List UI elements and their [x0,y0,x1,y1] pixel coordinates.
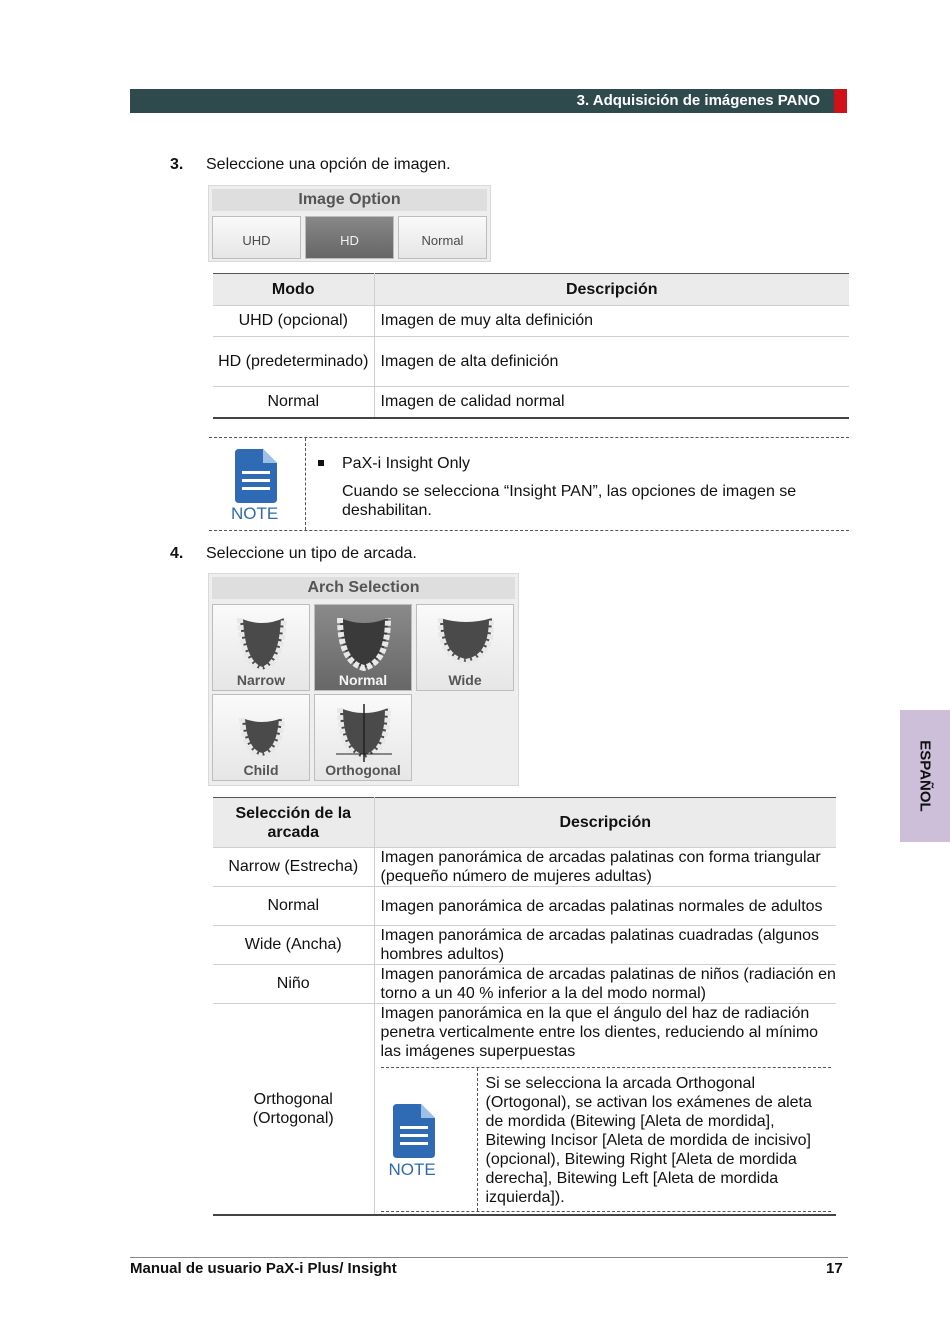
footer-title: Manual de usuario PaX-i Plus/ Insight [130,1260,397,1277]
note-body-text: Cuando se selecciona “Insight PAN”, las opciones de imagen se deshabilitan. [342,483,797,519]
table-cell-desc: Imagen panorámica de arcadas palatinas cuadradas (algunos hombres adultos) [374,926,836,965]
note-box-orthogonal [381,1067,832,1212]
table-cell-mode: Normal [213,387,374,418]
page-number: 17 [826,1260,843,1277]
dental-arch-normal-icon [336,614,392,672]
image-option-uhd-button[interactable]: UHD [212,216,301,259]
table-cell-desc: Imagen de muy alta definición [374,306,849,337]
arch-label: Child [243,762,279,778]
table-cell-desc: Imagen panorámica de arcadas palatinas con forma triangular (pequeño número de mujeres adultas) [374,848,836,887]
table-row [213,387,849,418]
table-header-description: Descripción [374,798,836,848]
dental-arch-orthogonal-icon [336,704,392,762]
table-row [213,965,836,1004]
table-cell-arch: Wide (Ancha) [213,926,374,965]
arch-narrow-button[interactable] [212,604,310,691]
arch-normal-button[interactable] [314,604,412,691]
table-cell-arch: Normal [213,887,374,926]
arch-selection-panel [208,573,519,786]
arch-child-button[interactable] [212,694,310,781]
step-number-3: 3. [170,156,184,173]
table-header-description: Descripción [374,274,849,306]
table-cell-desc: Imagen de alta definición [374,337,849,387]
section-title: 3. Adquisición de imágenes PANO [576,92,820,109]
table-row [213,337,849,387]
table-row [213,306,849,337]
table-header-mode: Modo [213,274,374,306]
arch-orthogonal-button[interactable] [314,694,412,781]
image-mode-table [213,273,849,419]
note-box-insight [209,437,849,531]
arch-label: Narrow [236,672,286,688]
header-accent [834,89,847,113]
table-cell-mode: UHD (opcional) [213,306,374,337]
bullet-square-icon [318,460,324,466]
arch-label: Normal [338,672,388,688]
note-document-icon [393,1104,435,1158]
note-divider [305,438,306,530]
arch-selection-title: Arch Selection [212,577,515,599]
table-cell-desc-orthogonal [374,1004,836,1216]
table-cell-arch: Narrow (Estrecha) [213,848,374,887]
table-row [213,1004,836,1216]
dental-arch-wide-icon [438,614,494,672]
section-header-bar [130,89,834,113]
note-label: NOTE [231,504,279,523]
table-row [213,926,836,965]
note-bullet-text: PaX-i Insight Only [342,455,471,472]
table-cell-arch: Niño [213,965,374,1004]
step-text-3: Seleccione una opción de imagen. [206,156,451,173]
arch-selection-table [213,797,836,1216]
image-option-normal-button[interactable]: Normal [398,216,487,259]
note-divider [477,1068,478,1211]
table-cell-desc: Imagen panorámica de arcadas palatinas normales de adultos [374,887,836,926]
arch-label: Orthogonal [325,762,401,778]
table-row [213,848,836,887]
orthogonal-desc-text: Imagen panorámica en la que el ángulo del haz de radiación penetra verticalmente entre los dientes, reduciendo al mínimo las imágenes superpuestas [380,1005,819,1060]
step-number-4: 4. [170,545,184,562]
dental-arch-child-icon [234,704,290,762]
note-label: NOTE [388,1160,436,1179]
step-text-4: Seleccione un tipo de arcada. [206,545,417,562]
arch-wide-button[interactable] [416,604,514,691]
image-option-title: Image Option [212,189,487,211]
language-label: ESPAÑOL [916,740,934,812]
table-cell-desc: Imagen panorámica de arcadas palatinas de niños (radiación en torno a un 40 % inferior a la del modo normal) [374,965,836,1004]
image-option-hd-button[interactable]: HD [305,216,394,259]
table-row [213,887,836,926]
note-document-icon [235,449,277,503]
note-body-text: Si se selecciona la arcada Orthogonal (Ortogonal), se activan los exámenes de aleta de mordida (Bitewing [Aleta de mordida], Bitewing Incisor [Aleta de mordida de incisivo] (opcional), Bitewing Right [Aleta de mordida derecha], Bitewing Left [Aleta de mordida izquierda]). [485,1075,812,1206]
table-cell-mode: HD (predeterminado) [213,337,374,387]
table-header-arch: Selección de la arcada [213,798,374,848]
language-side-tab [900,710,950,842]
table-cell-arch: Orthogonal (Ortogonal) [213,1004,374,1216]
table-cell-desc: Imagen de calidad normal [374,387,849,418]
dental-arch-narrow-icon [234,614,290,672]
image-option-panel [208,185,491,262]
arch-label: Wide [448,672,482,688]
footer-divider [130,1257,848,1258]
